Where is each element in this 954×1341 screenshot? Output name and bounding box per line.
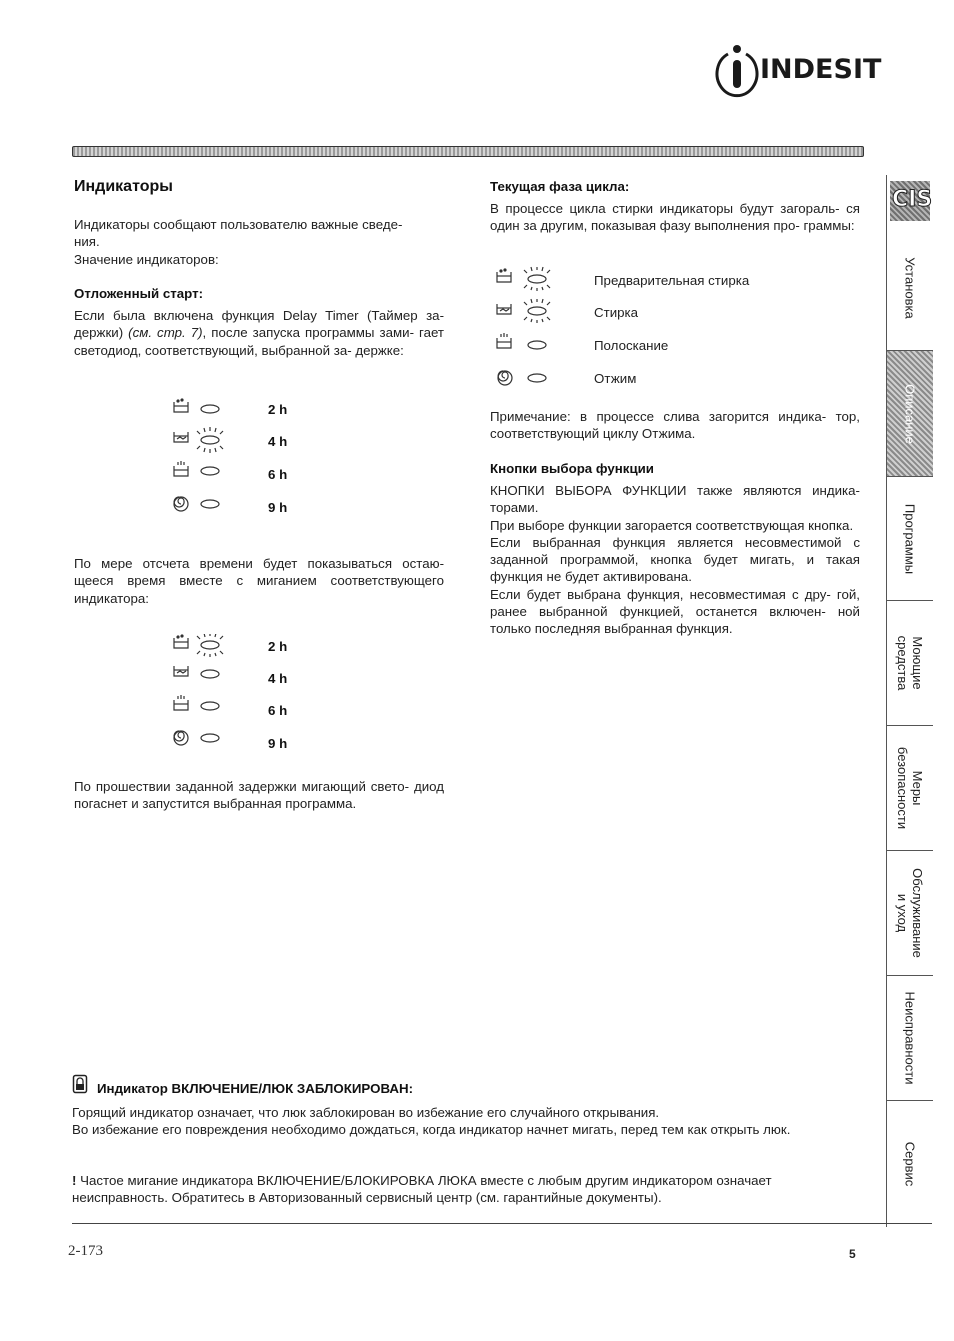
cis-badge: CIS	[890, 181, 930, 221]
phase-item-rinse: Полоскание	[594, 338, 669, 353]
tab-description[interactable]: Описание	[887, 351, 933, 477]
delay-label-2h: 2 h	[268, 402, 288, 417]
phase-heading: Текущая фаза цикла:	[490, 179, 630, 194]
footer-code: 2-173	[68, 1243, 103, 1259]
page-number: 5	[849, 1247, 856, 1261]
footer-rule	[72, 1223, 932, 1224]
section-tabs	[886, 175, 933, 1227]
delay-heading: Отложенный старт:	[74, 286, 204, 301]
tab-programs[interactable]: Программы	[887, 477, 933, 601]
tab-service[interactable]: Сервис	[902, 1141, 918, 1187]
tab-installation[interactable]: Установка	[887, 225, 933, 351]
lock-warning: ! Частое мигание индикатора ВКЛЮЧЕНИЕ/БЛОКИРОВКА ЛЮКА вместе с любым другим индикатором означает неисправность. Обратитесь в Авторизованный сервисный центр (см. гарантийные документы).	[72, 1173, 772, 1206]
countdown-label-9h: 9 h	[268, 736, 288, 751]
buttons-text: КНОПКИ ВЫБОРА ФУНКЦИИ также являются индика- торами. При выборе функции загорается соответствующая кнопка. Если выбранная функция является несовместимой с заданной программой, кнопка будет мигать, и такая функция не будет активирована. Если будет выбрана функция, несовместимая с дру- гой, ранее выбранной функцией, останется включен- ной только последняя выбранная функция.	[490, 483, 860, 637]
header-rule	[72, 146, 864, 157]
phase-note: Примечание: в процессе слива загорится индика- тор, соответствующий циклу Отжима.	[490, 409, 860, 442]
tab-maintenance[interactable]: Обслуживание и уход	[887, 851, 933, 976]
delay-label-4h: 4 h	[268, 434, 288, 449]
buttons-heading: Кнопки выбора функции	[490, 461, 654, 476]
logo-emblem-icon	[712, 40, 762, 100]
delay-text: Если была включена функция Delay Timer (Таймер за- держки) (см. стр. 7), после запуска программы зами- гает светодиод, соответствующий, выбранной за- держке:	[74, 308, 445, 358]
phase-indicator-icons	[495, 266, 565, 391]
intro-text: Индикаторы сообщают пользователю важные сведе- ния. Значение индикаторов:	[74, 217, 403, 267]
phase-item-spin: Отжим	[594, 371, 637, 386]
phase-item-prewash: Предварительная стирка	[594, 273, 750, 288]
countdown-text: По мере отсчета времени будет показываться остаю- щееся время вместе с миганием соответствующего индикатора:	[74, 556, 444, 606]
phase-item-wash: Стирка	[594, 305, 639, 320]
delay-label-9h: 9 h	[268, 500, 288, 515]
countdown-label-2h: 2 h	[268, 639, 288, 654]
tab-troubleshooting[interactable]: Неисправности	[887, 976, 933, 1101]
indesit-logo	[712, 40, 882, 100]
lock-icon	[72, 1074, 88, 1094]
warning-mark: !	[72, 1173, 77, 1188]
countdown-label-6h: 6 h	[268, 703, 288, 718]
end-text: По прошествии заданной задержки мигающий свето- диод погаснет и запустится выбранная программа.	[74, 779, 444, 812]
tab-detergents[interactable]: Моющие средства	[887, 601, 933, 726]
lock-heading: Индикатор ВКЛЮЧЕНИЕ/ЛЮК ЗАБЛОКИРОВАН:	[97, 1081, 414, 1096]
brand-name: INDESIT	[760, 54, 882, 85]
lock-text: Горящий индикатор означает, что люк заблокирован во избежание его случайного открывания. Во избежание его повреждения необходимо дождаться, когда индикатор начнет мигать, перед тем как открыть люк.	[72, 1105, 791, 1138]
delay-indicator-icons	[172, 398, 232, 520]
delay-label-6h: 6 h	[268, 467, 288, 482]
countdown-label-4h: 4 h	[268, 671, 288, 686]
phase-text: В процессе цикла стирки индикаторы будут загораль- ся один за другим, показывая фазу выполнения про- граммы:	[490, 201, 860, 234]
page-title: Индикаторы	[74, 178, 173, 195]
tab-safety[interactable]: Меры безопасности	[887, 726, 933, 851]
countdown-indicator-icons	[172, 634, 232, 756]
